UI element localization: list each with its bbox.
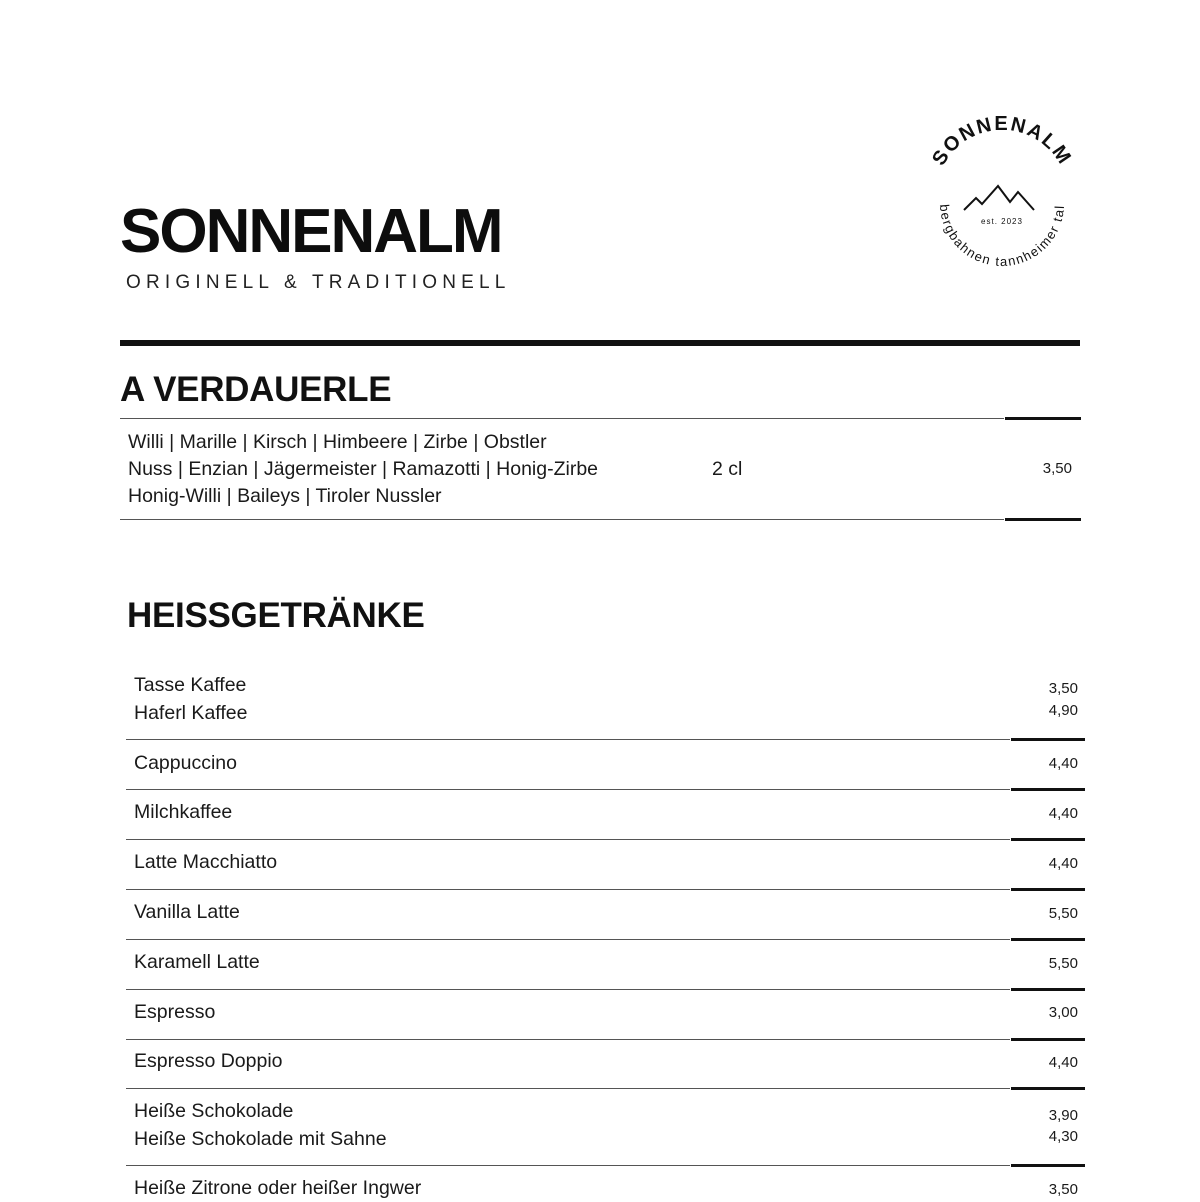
item-line: Honig-Willi | Baileys | Tiroler Nussler <box>128 485 442 507</box>
item-price: 3,50 <box>1048 1181 1078 1198</box>
item-price: 5,50 <box>1048 955 1078 972</box>
item-price: 4,40 <box>1048 805 1078 822</box>
section-title-verdauerle: A VERDAUERLE <box>120 370 392 409</box>
item-line: Cappuccino <box>134 752 237 774</box>
row-divider <box>126 989 1010 990</box>
item-line: Milchkaffee <box>134 801 233 823</box>
row-divider <box>126 889 1010 890</box>
item-price: 4,40 <box>1048 755 1078 772</box>
item-line: Willi | Marille | Kirsch | Himbeere | Zirbe | Obstler <box>128 431 547 453</box>
row-divider <box>126 1165 1010 1166</box>
row-divider-accent <box>1011 1087 1085 1090</box>
item-price: 4,40 <box>1048 1054 1078 1071</box>
item-line: Espresso Doppio <box>134 1050 283 1072</box>
item-price: 4,90 <box>1048 702 1078 719</box>
item-line: Nuss | Enzian | Jägermeister | Ramazotti | Honig-Zirbe <box>128 458 599 480</box>
item-line: Heiße Schokolade mit Sahne <box>134 1128 387 1150</box>
item-line: Vanilla Latte <box>134 901 240 923</box>
row-divider-accent <box>1011 888 1085 891</box>
item-line: Espresso <box>134 1001 216 1023</box>
logo-seal <box>918 112 1086 280</box>
row-divider-accent <box>1005 417 1081 420</box>
row-divider-accent <box>1011 838 1085 841</box>
logo-seal-graphic <box>918 112 1086 280</box>
svg-text:SONNENALM <box>928 113 1076 169</box>
item-price: 3,50 <box>1048 680 1078 697</box>
item-price: 4,30 <box>1048 1128 1078 1145</box>
logo-est: est. 2023 <box>981 217 1023 226</box>
item-price: 4,40 <box>1048 855 1078 872</box>
item-line: Karamell Latte <box>134 951 260 973</box>
brand-subtitle: ORIGINELL & TRADITIONELL <box>126 272 511 293</box>
row-divider <box>126 1039 1010 1040</box>
row-divider <box>126 1088 1010 1089</box>
item-line: Heiße Zitrone oder heißer Ingwer <box>134 1177 422 1199</box>
row-divider-accent <box>1011 1164 1085 1167</box>
item-size: 2 cl <box>712 458 743 480</box>
item-price: 5,50 <box>1048 905 1078 922</box>
row-divider <box>126 739 1010 740</box>
row-divider <box>120 519 1004 520</box>
mountain-icon <box>964 186 1034 210</box>
row-divider-accent <box>1011 738 1085 741</box>
row-divider <box>126 789 1010 790</box>
row-divider-accent <box>1005 518 1081 521</box>
row-divider <box>120 418 1004 419</box>
section-title-heissgetraenke: HEISSGETRÄNKE <box>127 596 425 635</box>
item-price: 3,00 <box>1048 1004 1078 1021</box>
header-divider <box>120 340 1080 346</box>
item-line: Latte Macchiatto <box>134 851 278 873</box>
row-divider-accent <box>1011 988 1085 991</box>
item-line: Heiße Schokolade <box>134 1100 294 1122</box>
row-divider <box>126 839 1010 840</box>
logo-top-text: SONNENALM <box>928 112 1076 170</box>
row-divider-accent <box>1011 788 1085 791</box>
item-price: 3,90 <box>1048 1107 1078 1124</box>
item-price: 3,50 <box>1042 460 1072 477</box>
item-line: Haferl Kaffee <box>134 702 248 724</box>
brand-title: SONNENALM <box>120 197 502 266</box>
row-divider-accent <box>1011 1038 1085 1041</box>
logo-bottom-text: bergbahnen tannheimer tal <box>936 203 1068 270</box>
row-divider <box>126 939 1010 940</box>
item-line: Tasse Kaffee <box>134 674 247 696</box>
svg-text:bergbahnen tannheimer tal <box>937 204 1067 269</box>
row-divider-accent <box>1011 938 1085 941</box>
